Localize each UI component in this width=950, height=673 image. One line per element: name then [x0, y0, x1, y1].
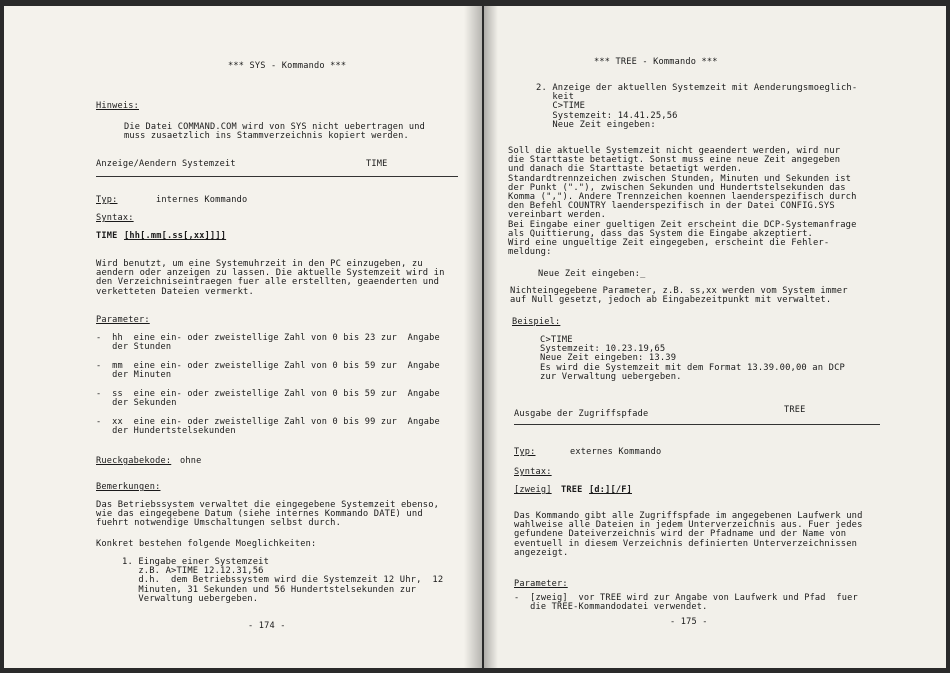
- rueckgabe-label: Rueckgabekode:: [96, 456, 172, 466]
- param-line: - ss eine ein- oder zweistellige Zahl von 0 bis 59 zur Angabe: [96, 389, 440, 399]
- section-divider: [96, 176, 458, 177]
- page-number: - 175 -: [670, 617, 708, 627]
- param-line: der Hundertstelsekunden: [96, 426, 236, 436]
- syntax-label: Syntax:: [514, 467, 552, 477]
- example-item-1: 1. Eingabe einer Systemzeit z.B. A>TIME 12.12.31,56 d.h. dem Betriebssystem wird die Systemzeit 12 Uhr, 12 Minuten, 31 Sekunden und 56 Hundertstelsekunden zur Verwaltung uebergeben.: [122, 557, 444, 604]
- hinweis-text: Die Datei COMMAND.COM wird von SYS nicht uebertragen und: [124, 122, 425, 132]
- prompt-text: Neue Zeit eingeben:_: [538, 269, 646, 279]
- hinweis-label: Hinweis:: [96, 101, 139, 111]
- syntax-command: TREE: [561, 485, 583, 495]
- syntax-args: [hh[.mm[.ss[,xx]]]]: [124, 231, 227, 241]
- typ-value: internes Kommando: [156, 195, 248, 205]
- section-command: TIME: [366, 159, 388, 169]
- typ-label: Typ:: [514, 447, 536, 457]
- parameter-label: Parameter:: [514, 579, 568, 589]
- page-header: *** TREE - Kommando ***: [594, 57, 718, 67]
- explanation-paragraph: Soll die aktuelle Systemzeit nicht geaendert werden, wird nur die Starttaste betaetigt. Sonst muss eine neue Zeit angegeben und danach die Starttaste betaetigt werden. Standardtrennzeichen zwischen Stunden, Minuten und Sekunden ist der Punkt ("."), zwischen Sekunden und Hundertstelsekunden das Komma (","). Andere Trennzeichen koennen laenderspezifisch durch den Befehl COUNTRY laenderspezifisch in der Datei CONFIG.SYS vereinbart werden. Bei Eingabe einer gueltigen Zeit erscheint die DCP-Systemanfrage als Quittierung, dass das System die Eingabe akzeptiert. Wird eine ungueltige Zeit eingegeben, erscheint die Fehler- meldung:: [508, 146, 857, 258]
- typ-value: externes Kommando: [570, 447, 662, 457]
- beispiel-label: Beispiel:: [512, 317, 561, 327]
- description: Wird benutzt, um eine Systemuhrzeit in den PC einzugeben, zu aendern oder anzeigen zu lassen. Die aktuelle Systemzeit wird in den Verzeichniseintraegen fuer alle erstellten, geaenderten und verketteten Dateien vermerkt.: [96, 259, 445, 297]
- right-page: [484, 6, 946, 668]
- section-title: Ausgabe der Zugriffspfade: [514, 409, 649, 419]
- syntax-args: [d:][/F]: [589, 485, 632, 495]
- syntax-label: Syntax:: [96, 213, 134, 223]
- param-line: - xx eine ein- oder zweistellige Zahl von 0 bis 99 zur Angabe: [96, 417, 440, 427]
- left-page: [4, 6, 482, 668]
- param-line: - mm eine ein- oder zweistellige Zahl von 0 bis 59 zur Angabe: [96, 361, 440, 371]
- param-line: der Stunden: [96, 342, 172, 352]
- syntax-command: TIME: [96, 231, 118, 241]
- bemerkungen-text: Das Betriebssystem verwaltet die eingegebene Systemzeit ebenso, wie das eingegebene Datum (siehe internes Kommando DATE) und fuehrt notwendige Umschaltungen selbst durch.: [96, 500, 440, 529]
- param-line: - [zweig] vor TREE wird zur Angabe von Laufwerk und Pfad fuer: [514, 593, 858, 603]
- typ-label: Typ:: [96, 195, 118, 205]
- param-line: der Sekunden: [96, 398, 177, 408]
- rueckgabe-value: ohne: [180, 456, 202, 466]
- konkret-text: Konkret bestehen folgende Moeglichkeiten:: [96, 539, 317, 549]
- section-command: TREE: [784, 405, 806, 415]
- page-header: *** SYS - Kommando ***: [228, 61, 347, 71]
- section-divider: [514, 424, 880, 425]
- section-title: Anzeige/Aendern Systemzeit: [96, 159, 236, 169]
- note-paragraph: Nichteingegebene Parameter, z.B. ss,xx werden vom System immer auf Null gesetzt, jedoch ab Eingabezeitpunkt mit verwaltet.: [510, 286, 848, 306]
- syntax-prefix: [zweig]: [514, 485, 552, 495]
- param-line: die TREE-Kommandodatei verwendet.: [514, 602, 708, 612]
- bemerkungen-label: Bemerkungen:: [96, 482, 161, 492]
- example-item-2: 2. Anzeige der aktuellen Systemzeit mit Aenderungsmoeglich- keit C>TIME Systemzeit: 14.41.25,56 Neue Zeit eingeben:: [536, 83, 858, 130]
- description: Das Kommando gibt alle Zugriffspfade im angegebenen Laufwerk und wahlweise alle Dateien in jedem Unterverzeichnis aus. Fuer jedes gefundene Dateiverzeichnis wird der Pfadname und der Name von eventuell in diesem Verzeichnis definierten Unterverzeichnissen angezeigt.: [514, 511, 863, 558]
- parameter-label: Parameter:: [96, 315, 150, 325]
- param-line: - hh eine ein- oder zweistellige Zahl von 0 bis 23 zur Angabe: [96, 333, 440, 343]
- page-number: - 174 -: [248, 621, 286, 631]
- hinweis-text: muss zusaetzlich ins Stammverzeichnis kopiert werden.: [124, 131, 409, 141]
- gutter-shadow: [484, 6, 498, 668]
- param-line: der Minuten: [96, 370, 172, 380]
- beispiel-text: C>TIME Systemzeit: 10.23.19,65 Neue Zeit eingeben: 13.39 Es wird die Systemzeit mit dem Format 13.39.00,00 an DCP zur Verwaltung uebergeben.: [540, 335, 845, 382]
